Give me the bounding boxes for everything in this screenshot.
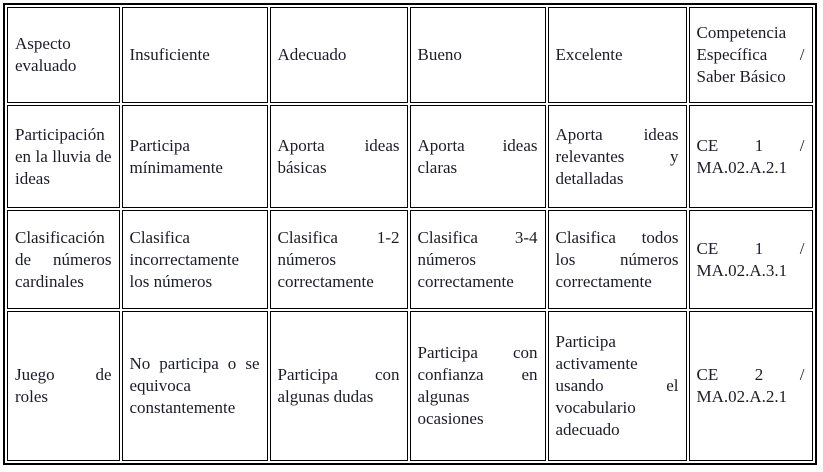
cell-excelente: Clasifica todos los números correctamente (548, 210, 687, 309)
cell-bueno: Clasifica 3-4 números correctamente (410, 210, 546, 309)
cell-aspecto: Participación en la lluvia de ideas (7, 105, 120, 208)
cell-insuficiente: No participa o se equivoca constantemente (122, 311, 268, 461)
cell-bueno: Participa con confianza en algunas ocasiones (410, 311, 546, 461)
column-header-bueno: Bueno (410, 7, 546, 103)
cell-aspecto: Clasificación de números cardinales (7, 210, 120, 309)
cell-competencia-code: CE 2 / MA.02.A.2.1 (689, 311, 813, 461)
column-header-competencia: Competencia Específica / Saber Básico (689, 7, 813, 103)
cell-insuficiente: Clasifica incorrectamente los números (122, 210, 268, 309)
cell-insuficiente: Participa mínimamente (122, 105, 268, 208)
cell-adecuado: Participa con algunas dudas (270, 311, 408, 461)
cell-adecuado: Clasifica 1-2 números correctamente (270, 210, 408, 309)
cell-aspecto: Juego de roles (7, 311, 120, 461)
cell-adecuado: Aporta ideas básicas (270, 105, 408, 208)
cell-excelente: Participa activamente usando el vocabulario adecuado (548, 311, 687, 461)
column-header-insuficiente: Insuficiente (122, 7, 268, 103)
cell-competencia-code: CE 1 / MA.02.A.3.1 (689, 210, 813, 309)
table-row-clasificacion-numeros (7, 210, 813, 309)
table-row-juego-de-roles (7, 311, 813, 461)
cell-excelente: Aporta ideas relevantes y detalladas (548, 105, 687, 208)
rubric-table (3, 3, 817, 465)
column-header-excelente: Excelente (548, 7, 687, 103)
column-header-adecuado: Adecuado (270, 7, 408, 103)
cell-bueno: Aporta ideas claras (410, 105, 546, 208)
table-row-lluvia-de-ideas (7, 105, 813, 208)
column-header-aspecto: Aspecto evaluado (7, 7, 120, 103)
cell-competencia-code: CE 1 / MA.02.A.2.1 (689, 105, 813, 208)
table-header-row (7, 7, 813, 103)
